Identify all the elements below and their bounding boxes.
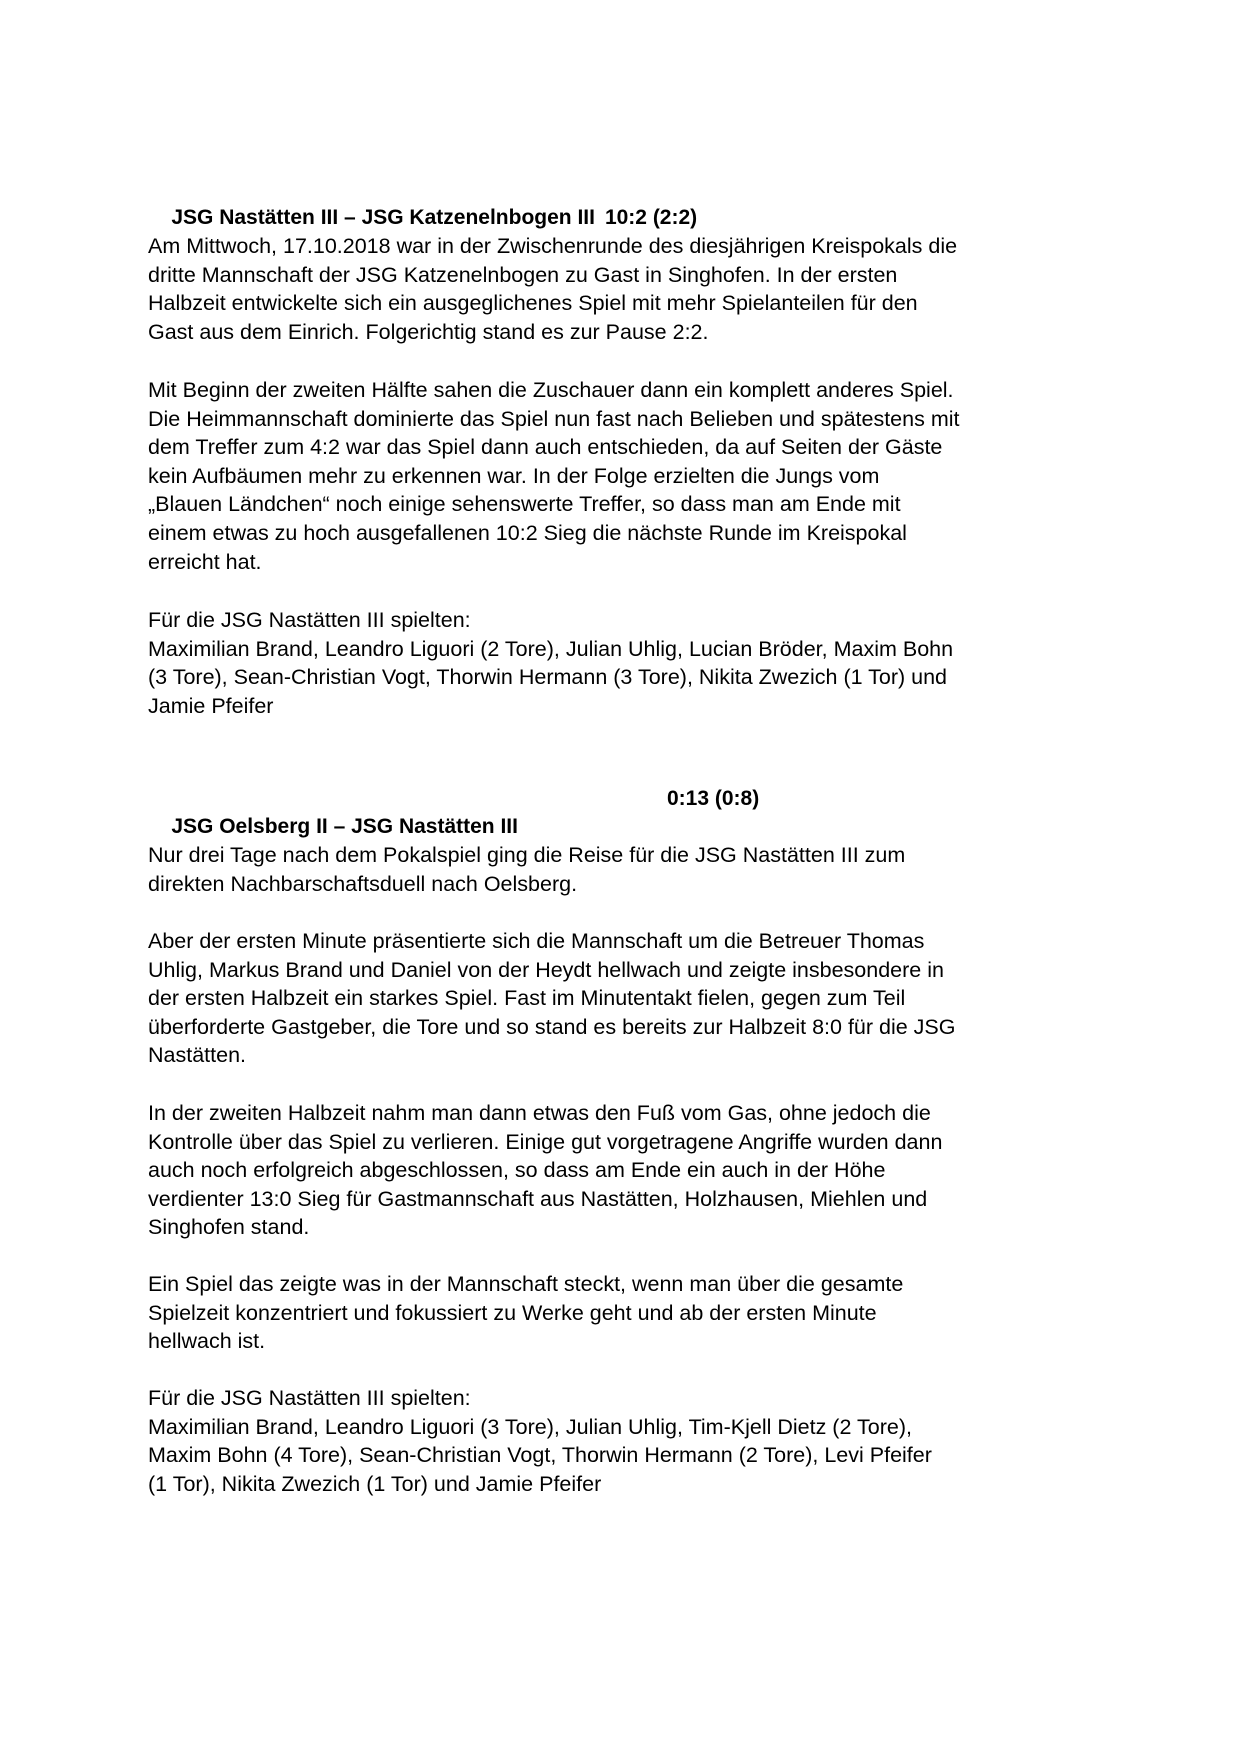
text-line: einem etwas zu hoch ausgefallenen 10:2 Sieg die nächste Runde im Kreispokal — [148, 520, 907, 545]
text-line: Ein Spiel das zeigte was in der Mannschaft steckt, wenn man über die gesamte — [148, 1272, 904, 1296]
text-line: (3 Tore), Sean-Christian Vogt, Thorwin Hermann (3 Tore), Nikita Zwezich (1 Tor) und — [148, 665, 948, 690]
text-line: hellwach ist. — [148, 1329, 266, 1354]
text-line: Halbzeit entwickelte sich ein ausgeglichenes Spiel mit mehr Spielanteilen für den — [148, 291, 918, 316]
paragraph-2-2 — [148, 927, 956, 1070]
text-line: Singhofen stand. — [148, 1215, 310, 1240]
text-line: Nur drei Tage nach dem Pokalspiel ging die Reise für die JSG Nastätten III zum — [148, 843, 906, 867]
text-line: Maximilian Brand, Leandro Liguori (3 Tore), Julian Uhlig, Tim-Kjell Dietz (2 Tore), — [148, 1414, 912, 1439]
player-list-2 — [148, 1384, 932, 1498]
text-line: Maxim Bohn (4 Tore), Sean-Christian Vogt, Thorwin Hermann (2 Tore), Levi Pfeifer — [148, 1443, 932, 1468]
match-score: 10:2 (2:2) — [604, 206, 698, 229]
player-list-label: Für die JSG Nastätten III spielten: — [148, 608, 471, 632]
text-line: (1 Tor), Nikita Zwezich (1 Tor) und Jamie Pfeifer — [148, 1471, 602, 1496]
paragraph-1-2 — [148, 376, 959, 576]
text-line: „Blauen Ländchen“ noch einige sehenswerte Treffer, so dass man am Ende mit — [148, 492, 901, 517]
text-line: überforderte Gastgeber, die Tore und so stand es bereits zur Halbzeit 8:0 für die JSG — [148, 1014, 956, 1039]
paragraph-2-3 — [148, 1099, 942, 1242]
text-line: Gast aus dem Einrich. Folgerichtig stand es zur Pause 2:2. — [148, 319, 709, 344]
player-list-1 — [148, 606, 953, 720]
text-line: Spielzeit konzentriert und fokussiert zu Werke geht und ab der ersten Minute — [148, 1300, 877, 1325]
paragraph-1-1 — [148, 232, 957, 346]
paragraph-2-4 — [148, 1270, 903, 1356]
text-line: Mit Beginn der zweiten Hälfte sahen die Zuschauer dann ein komplett anderes Spiel. — [148, 378, 954, 402]
text-line: In der zweiten Halbzeit nahm man dann etwas den Fuß vom Gas, ohne jedoch die — [148, 1101, 931, 1125]
text-line: dem Treffer zum 4:2 war das Spiel dann auch entschieden, da auf Seiten der Gäste — [148, 435, 943, 460]
text-line: dritte Mannschaft der JSG Katzenelnbogen zu Gast in Singhofen. In der ersten — [148, 262, 898, 287]
text-line: Jamie Pfeifer — [148, 693, 274, 718]
text-line: Uhlig, Markus Brand und Daniel von der Heydt hellwach und zeigte insbesondere in — [148, 957, 944, 982]
match-teams: JSG Oelsberg II – JSG Nastätten III — [171, 815, 518, 838]
text-line: verdienter 13:0 Sieg für Gastmannschaft aus Nastätten, Holzhausen, Miehlen und — [148, 1186, 928, 1211]
text-line: kein Aufbäumen mehr zu erkennen war. In der Folge erzielten die Jungs vom — [148, 463, 880, 488]
text-line: der ersten Halbzeit ein starkes Spiel. Fast im Minutentakt fielen, gegen zum Teil — [148, 986, 906, 1011]
match-score: 0:13 (0:8) — [667, 787, 760, 810]
text-line: erreicht hat. — [148, 549, 262, 574]
text-line: Aber der ersten Minute präsentierte sich die Mannschaft um die Betreuer Thomas — [148, 929, 925, 953]
text-line: Maximilian Brand, Leandro Liguori (2 Tore), Julian Uhlig, Lucian Bröder, Maxim Bohn — [148, 636, 954, 661]
text-line: Die Heimmannschaft dominierte das Spiel nun fast nach Belieben und spätestens mit — [148, 406, 960, 431]
text-line: direkten Nachbarschaftsduell nach Oelsberg. — [148, 871, 578, 896]
match-teams: JSG Nastätten III – JSG Katzenelnbogen III — [171, 206, 595, 229]
paragraph-2-1 — [148, 841, 905, 898]
text-line: Nastätten. — [148, 1043, 246, 1068]
text-line: Kontrolle über das Spiel zu verlieren. Einige gut vorgetragene Angriffe wurden dann — [148, 1129, 943, 1154]
text-line: Am Mittwoch, 17.10.2018 war in der Zwischenrunde des diesjährigen Kreispokals die — [148, 234, 958, 258]
player-list-label: Für die JSG Nastätten III spielten: — [148, 1386, 471, 1410]
text-line: auch noch erfolgreich abgeschlossen, so dass am Ende ein auch in der Höhe — [148, 1158, 886, 1183]
